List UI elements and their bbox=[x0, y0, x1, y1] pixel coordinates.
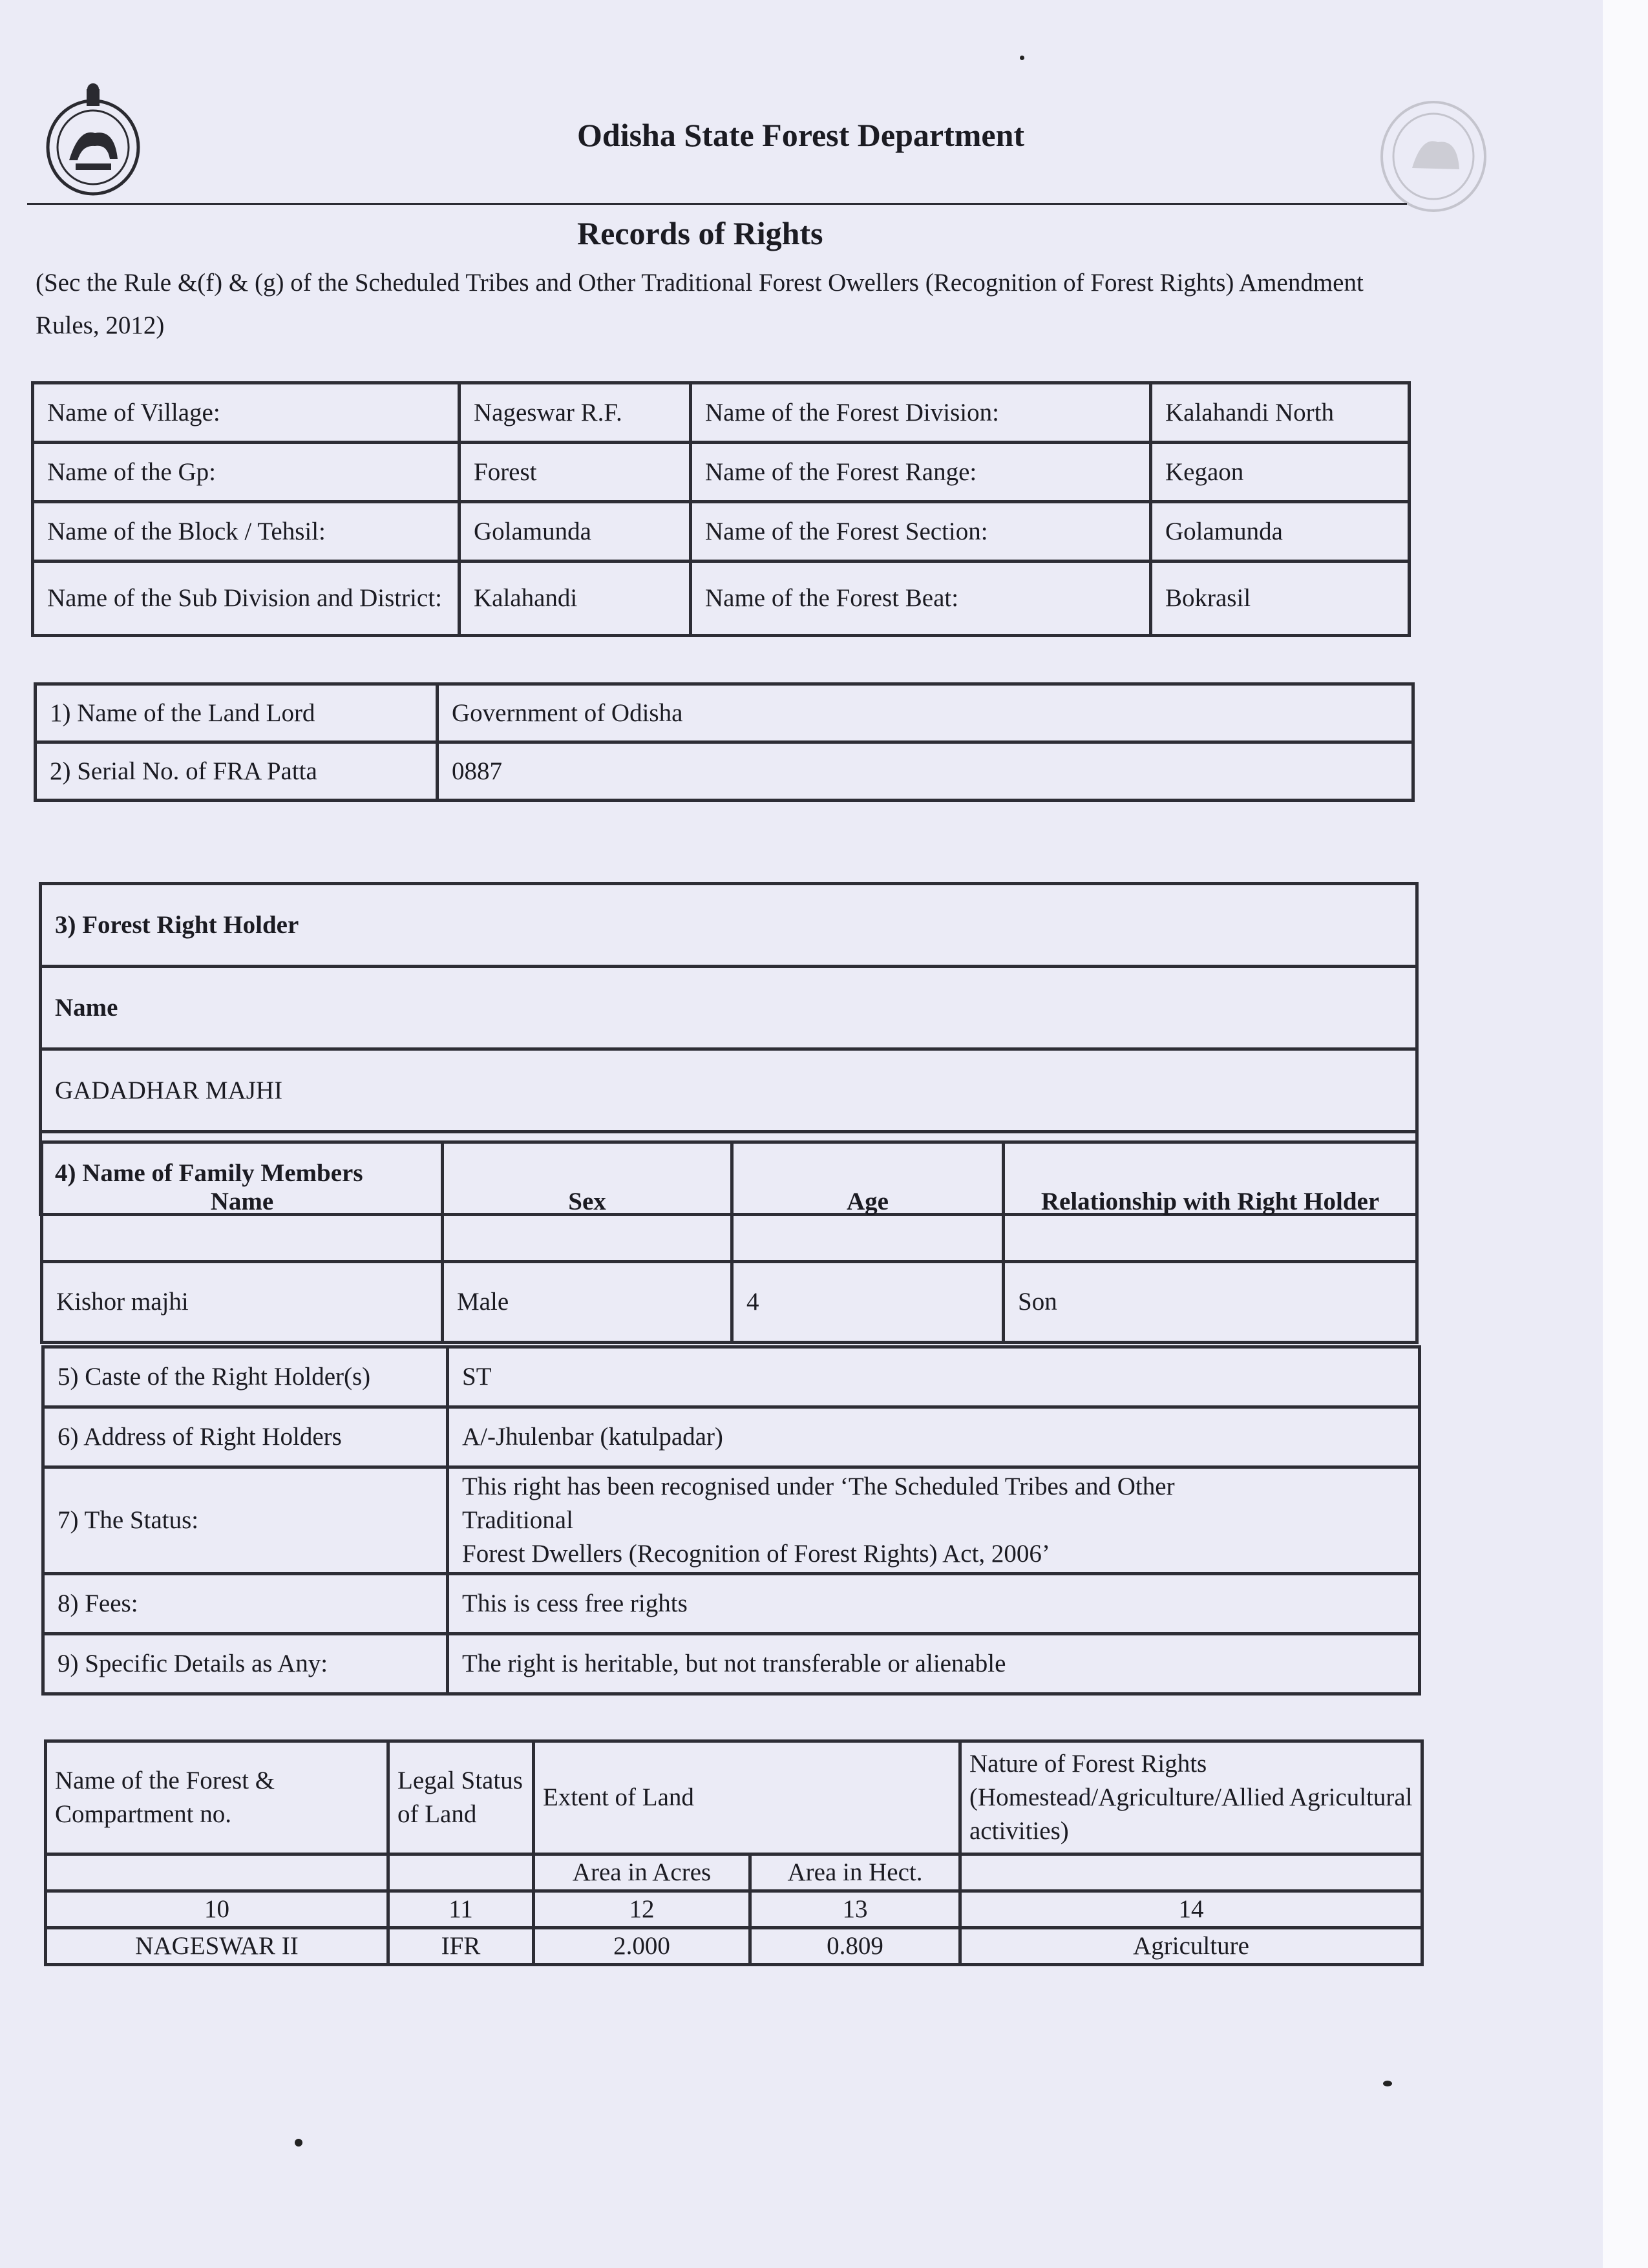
scan-speck bbox=[1383, 2081, 1392, 2086]
caste-value: ST bbox=[448, 1347, 1420, 1407]
range-value: Kegaon bbox=[1151, 443, 1410, 502]
section-label: Name of the Forest Section: bbox=[691, 502, 1151, 562]
details-table bbox=[41, 1345, 1421, 1696]
serial-value: 0887 bbox=[438, 742, 1413, 801]
table-row bbox=[43, 1467, 1420, 1574]
col-age-header: Age bbox=[732, 1142, 1004, 1262]
village-value: Nageswar R.F. bbox=[460, 383, 691, 443]
table-row bbox=[42, 1262, 1417, 1343]
gp-label: Name of the Gp: bbox=[33, 443, 460, 502]
col-legal-header: Legal Status of Land bbox=[388, 1741, 534, 1854]
family-heading: 4) Name of Family Members bbox=[41, 1132, 1417, 1215]
status-line-2: Traditional bbox=[462, 1506, 573, 1534]
table-row bbox=[41, 1049, 1417, 1132]
col-forest-header: Name of the Forest & Compartment no. bbox=[46, 1741, 388, 1854]
table-row bbox=[43, 1574, 1420, 1634]
table-row bbox=[36, 742, 1413, 801]
specific-label: 9) Specific Details as Any: bbox=[43, 1634, 448, 1694]
forest-name: NAGESWAR II bbox=[46, 1928, 388, 1965]
col-number: 10 bbox=[46, 1891, 388, 1928]
table-row bbox=[33, 562, 1410, 636]
table-row bbox=[33, 502, 1410, 562]
patta-table bbox=[34, 682, 1415, 802]
name-heading: Name bbox=[41, 967, 1417, 1049]
member-name: Kishor majhi bbox=[42, 1262, 443, 1343]
block-label: Name of the Block / Tehsil: bbox=[33, 502, 460, 562]
empty-cell bbox=[960, 1854, 1422, 1891]
fees-value: This is cess free rights bbox=[448, 1574, 1420, 1634]
table-row bbox=[43, 1347, 1420, 1407]
table-numbering-row bbox=[46, 1891, 1422, 1928]
table-row bbox=[36, 684, 1413, 742]
subdivision-value: Kalahandi bbox=[460, 562, 691, 636]
col-hect-header: Area in Hect. bbox=[750, 1854, 960, 1891]
address-value: A/-Jhulenbar (katulpadar) bbox=[448, 1407, 1420, 1467]
col-acres-header: Area in Acres bbox=[534, 1854, 750, 1891]
table-header-row bbox=[46, 1741, 1422, 1854]
holder-name: GADADHAR MAJHI bbox=[41, 1049, 1417, 1132]
faded-seal-icon bbox=[1377, 97, 1490, 216]
holder-heading: 3) Forest Right Holder bbox=[41, 884, 1417, 967]
division-value: Kalahandi North bbox=[1151, 383, 1410, 443]
col-name-header: Name bbox=[42, 1142, 443, 1262]
serial-label: 2) Serial No. of FRA Patta bbox=[36, 742, 438, 801]
col-number: 12 bbox=[534, 1891, 750, 1928]
col-extent-header: Extent of Land bbox=[534, 1741, 960, 1854]
status-line-3: Forest Dwellers (Recognition of Forest Rights) Act, 2006’ bbox=[462, 1540, 1050, 1568]
legal-status: IFR bbox=[388, 1928, 534, 1965]
gp-value: Forest bbox=[460, 443, 691, 502]
scan-speck bbox=[1020, 56, 1024, 60]
table-row bbox=[33, 443, 1410, 502]
table-row bbox=[43, 1407, 1420, 1467]
member-age: 4 bbox=[732, 1262, 1004, 1343]
beat-value: Bokrasil bbox=[1151, 562, 1410, 636]
empty-cell bbox=[46, 1854, 388, 1891]
block-value: Golamunda bbox=[460, 502, 691, 562]
subdivision-label: Name of the Sub Division and District: bbox=[33, 562, 460, 636]
table-header-row bbox=[42, 1142, 1417, 1262]
beat-label: Name of the Forest Beat: bbox=[691, 562, 1151, 636]
col-sex-header: Sex bbox=[443, 1142, 732, 1262]
scan-margin bbox=[1603, 0, 1648, 2268]
area-acres: 2.000 bbox=[534, 1928, 750, 1965]
col-relationship-header: Relationship with Right Holder bbox=[1004, 1142, 1417, 1262]
caste-label: 5) Caste of the Right Holder(s) bbox=[43, 1347, 448, 1407]
area-hect: 0.809 bbox=[750, 1928, 960, 1965]
col-number: 13 bbox=[750, 1891, 960, 1928]
col-nature-header: Nature of Forest Rights (Homestead/Agriculture/Allied Agricultural activities) bbox=[960, 1741, 1422, 1854]
table-row bbox=[41, 967, 1417, 1049]
rights-nature: Agriculture bbox=[960, 1928, 1422, 1965]
village-label: Name of Village: bbox=[33, 383, 460, 443]
family-table bbox=[40, 1140, 1419, 1344]
status-label: 7) The Status: bbox=[43, 1467, 448, 1574]
status-value bbox=[448, 1467, 1420, 1574]
landlord-value: Government of Odisha bbox=[438, 684, 1413, 742]
col-number: 14 bbox=[960, 1891, 1422, 1928]
section-value: Golamunda bbox=[1151, 502, 1410, 562]
land-table bbox=[44, 1739, 1424, 1966]
odisha-emblem-icon bbox=[40, 83, 147, 202]
address-label: 6) Address of Right Holders bbox=[43, 1407, 448, 1467]
records-title: Records of Rights bbox=[577, 215, 823, 251]
fees-label: 8) Fees: bbox=[43, 1574, 448, 1634]
location-table bbox=[31, 381, 1411, 637]
range-label: Name of the Forest Range: bbox=[691, 443, 1151, 502]
empty-cell bbox=[388, 1854, 534, 1891]
division-label: Name of the Forest Division: bbox=[691, 383, 1151, 443]
header-divider bbox=[27, 203, 1407, 205]
landlord-label: 1) Name of the Land Lord bbox=[36, 684, 438, 742]
scan-speck bbox=[295, 2139, 302, 2147]
department-title: Odisha State Forest Department bbox=[577, 117, 1025, 153]
table-row bbox=[33, 383, 1410, 443]
table-subheader-row bbox=[46, 1854, 1422, 1891]
member-sex: Male bbox=[443, 1262, 732, 1343]
member-relation: Son bbox=[1004, 1262, 1417, 1343]
table-row bbox=[41, 884, 1417, 967]
table-row bbox=[43, 1634, 1420, 1694]
col-number: 11 bbox=[388, 1891, 534, 1928]
rules-subtitle: (Sec the Rule &(f) & (g) of the Scheduled Tribes and Other Traditional Forest Owellers (Recognition of Forest Rights) Amendment Rules, 2012) bbox=[36, 269, 1364, 339]
status-line-1: This right has been recognised under ‘The Scheduled Tribes and Other bbox=[462, 1473, 1175, 1500]
specific-value: The right is heritable, but not transferable or alienable bbox=[448, 1634, 1420, 1694]
table-row bbox=[46, 1928, 1422, 1965]
